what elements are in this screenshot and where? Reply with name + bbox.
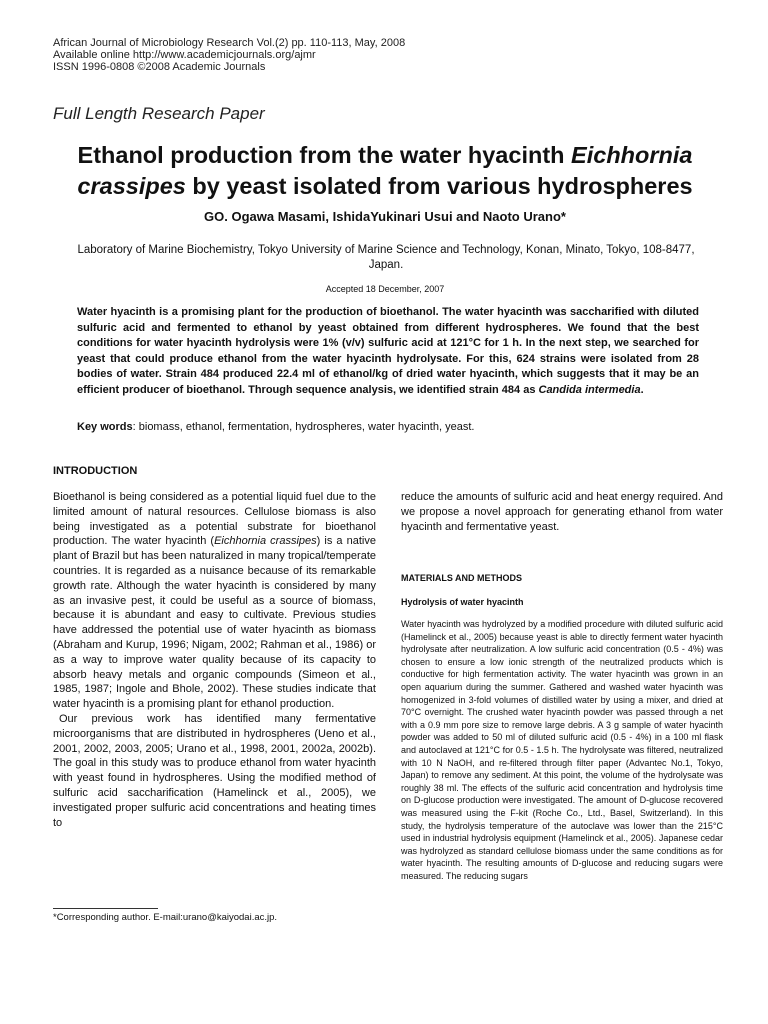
accepted-date: Accepted 18 December, 2007 bbox=[325, 284, 445, 294]
introduction-left-column bbox=[53, 490, 376, 830]
intro-paragraph-2: Our previous work has identified many fermentative microorganisms that are distributed in hydrospheres (Ueno et al., 2001, 2002, 2003, 2005; Urano et al., 1998, 2001, 2002a, 2002b). The goal in this study was to produce ethanol from water hyacinth with yeast found in hydrospheres. Using the modified method of sulfuric acid saccharification (Hamelinck et al., 2005), we investigated proper sulfuric acid concentrations and heating times to bbox=[53, 712, 376, 829]
keywords-label: Key words bbox=[77, 421, 133, 433]
authors: GO. Ogawa Masami, IshidaYukinari Usui and Naoto Urano* bbox=[204, 209, 566, 224]
abstract-species: Candida intermedia bbox=[538, 383, 641, 396]
materials-body bbox=[401, 618, 723, 882]
introduction-heading: INTRODUCTION bbox=[53, 465, 138, 477]
title-species: Eichhornia crassipes bbox=[77, 142, 693, 199]
intro-paragraph-right: reduce the amounts of sulfuric acid and heat energy required. And we propose a novel approach for generating ethanol from water hyacinth and fermentative yeast. bbox=[401, 491, 723, 533]
hydrolysis-subheading: Hydrolysis of water hyacinth bbox=[401, 597, 524, 607]
intro-p1-b: ) is a native plant of Brazil but has been naturalized in many tropical/temperate countries. It is regarded as a nuisance because of its remarkable growth rate. Although the water hyacinth is considered by many as an invasive pest, it could be useful as a source of biomass, because it is abundant and easy to cultivate. Previous studies have addressed the potential use of water hyacinth as biomass (Abraham and Kurup, 1996; Nigam, 2002; Rahman et al., 1986) or as a way to improve water quality because of its capacity to absorb heavy metals and organic compounds (Simeon et al., 1985, 1987; Ingole and Bhole, 2002). These studies indicate that water hyacinth is a promising plant for ethanol production. bbox=[53, 535, 376, 711]
paper-title bbox=[40, 140, 730, 202]
intro-paragraph-1 bbox=[53, 490, 376, 712]
issn-line: ISSN 1996-0808 ©2008 Academic Journals bbox=[53, 61, 266, 73]
hydrolysis-paragraph: Water hyacinth was hydrolyzed by a modified procedure with diluted sulfuric acid (Hamelinck et al., 2005) because yeast is able to directly ferment water hyacinth hydrolysate after neutralization. A low sulfuric acid concentration (0.5 - 4%) was chosen to ensure a low ionic strength of the neutralized products which is conductive for high fermentation activity. The water hyacinth was grown in an open aquarium during the summer. Gathered and washed water hyacinth was homogenized in 3-fold volumes of distilled water by using a mixer, and dried at 70°C overnight. The crushed water hyacinth powder was passed through a net with a 0.9 mm pore size to remove large debris. A 3 g sample of water hyacinth powder was added to 50 ml of diluted sulfuric acid (0.5 - 4%) in a 100 ml flask and autoclaved at 121°C for 0.5 - 1.5 h. The hydrolysate was filtered, neutralized with 10 N NaOH, and re-filtered through filter paper (Advantec No.1, Tokyo, Japan) to remove any sediment. At this point, the volume of the hydrolysate was roughly 38 ml. The effects of the sulfuric acid concentration and hydrolysis time on D-glucose production were investigated. The amount of D-glucose recovered was measured using the F-kit (Roche Co., Ltd., Basel, Switzerland). In this study, the hydrolysis temperature of the autoclave was lower than the 215°C used in industrial hydrolysis equipment (Hamelinck et al., 2005). Japanese cedar was hydrolyzed as standard cellulose biomass under the same conditions as for water hyacinth. The resulting amounts of D-glucose and reducing sugars were measured. The reducing sugars bbox=[401, 619, 723, 881]
introduction-right-column bbox=[401, 490, 723, 535]
intro-p1-a: Bioethanol is being considered as a potential liquid fuel due to the limited amount of natural resources. Cellulose biomass is also being investigated as a potential substrate for bioethanol production. The water hyacinth ( bbox=[53, 491, 376, 548]
materials-heading: MATERIALS AND METHODS bbox=[401, 573, 522, 583]
paper-type: Full Length Research Paper bbox=[53, 104, 265, 123]
keywords-text: : biomass, ethanol, fermentation, hydrospheres, water hyacinth, yeast. bbox=[132, 421, 475, 433]
journal-citation: African Journal of Microbiology Research Vol.(2) pp. 110-113, May, 2008 bbox=[53, 37, 406, 49]
abstract-text: Water hyacinth is a promising plant for the production of bioethanol. The water hyacinth was saccharified with diluted sulfuric acid and fermented to ethanol by yeast obtained from different hydrospheres. We found that the best conditions for water hyacinth hydrolysis were 1% (v/v) sulfuric acid at 121°C for 1 h. In the next step, we searched for yeast that could produce ethanol from the water hyacinth hydrolysate. For this, 624 strains were isolated from 28 bodies of water. Strain 484 produced 22.4 ml of ethanol/kg of dried water hyacinth, which suggests that it may be an efficient producer of bioethanol. Through sequence analysis, we identified strain 484 as bbox=[77, 306, 699, 396]
affiliation: Laboratory of Marine Biochemistry, Tokyo University of Marine Science and Technology, Konan, Minato, Tokyo, 108-8477, Japan. bbox=[77, 244, 695, 271]
keywords bbox=[77, 421, 699, 433]
corresponding-author-footnote: *Corresponding author. E-mail:urano@kaiyodai.ac.jp. bbox=[53, 912, 278, 923]
abstract bbox=[77, 305, 699, 399]
abstract-end: . bbox=[640, 383, 644, 396]
intro-p1-species: Eichhornia crassipes bbox=[214, 535, 317, 548]
title-part1: Ethanol production from the water hyacinth bbox=[77, 142, 572, 168]
online-url: Available online http://www.academicjournals.org/ajmr bbox=[53, 49, 316, 61]
footnote-divider bbox=[53, 908, 158, 909]
title-part2: by yeast isolated from various hydrospheres bbox=[185, 173, 693, 199]
